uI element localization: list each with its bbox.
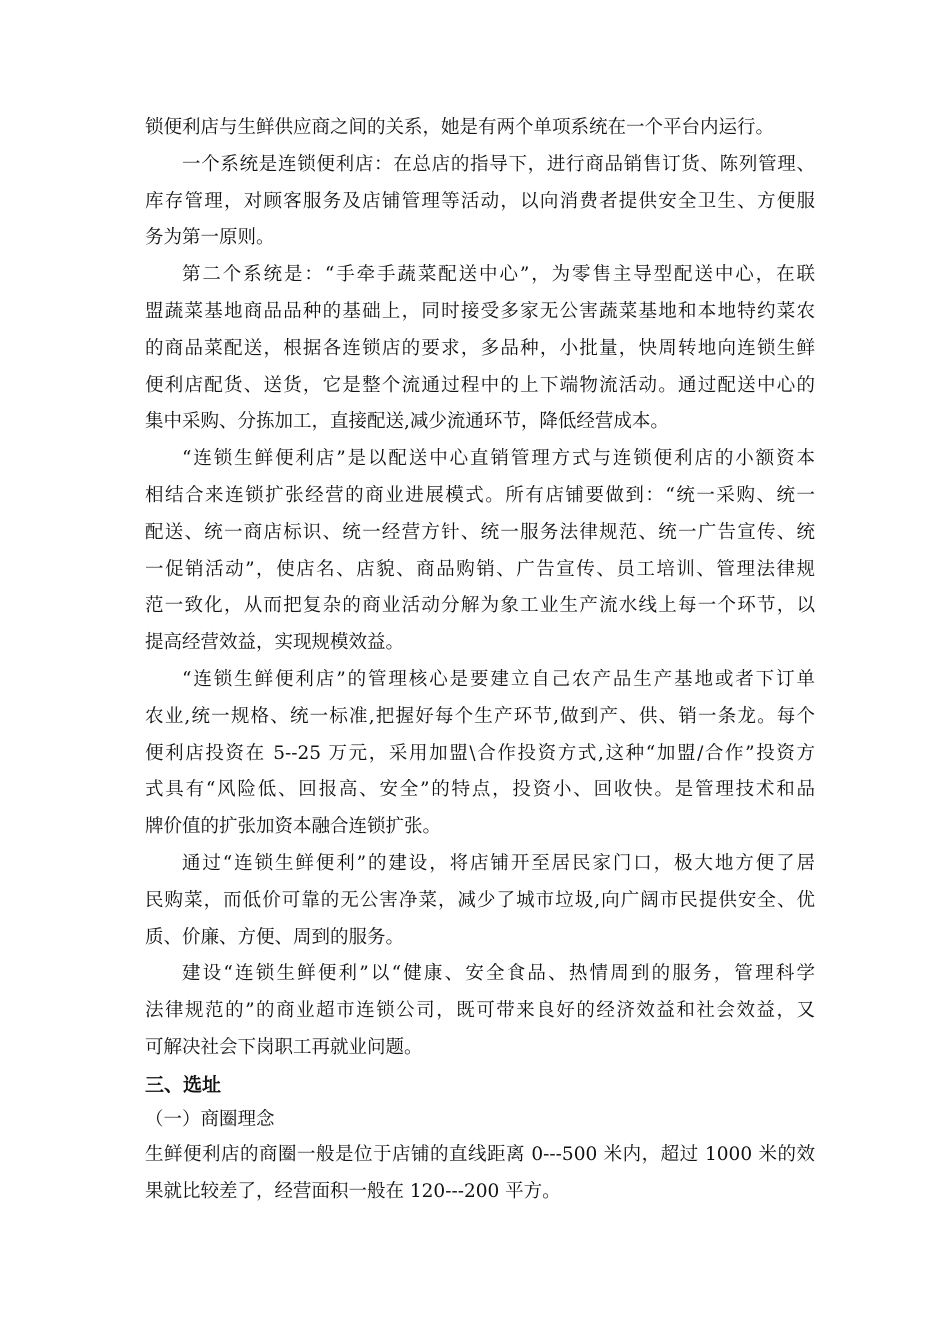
text-line: 便利店配货、送货，它是整个流通过程中的上下端物流活动。通过配送中心的	[145, 374, 815, 396]
paragraph-first-line: 建设“连锁生鲜便利”以“健康、安全食品、热情周到的服务，管理科学	[182, 963, 815, 985]
text-line: 农业,统一规格、统一标准,把握好每个生产环节,做到产、供、销一条龙。每个	[145, 705, 815, 727]
text-line: 民购菜，而低价可靠的无公害净菜，减少了城市垃圾,向广阔市民提供安全、优	[145, 889, 815, 911]
paragraph-first-line: 一个系统是连锁便利店：在总店的指导下，进行商品销售订货、陈列管理、	[182, 153, 815, 175]
text-line: 一促销活动”，使店名、店貌、商品购销、广告宣传、员工培训、管理法律规	[145, 558, 815, 580]
document-page	[145, 110, 815, 1210]
paragraph-first-line: “连锁生鲜便利店”是以配送中心直销管理方式与连锁便利店的小额资本	[182, 448, 815, 470]
text-line: 盟蔬菜基地商品品种的基础上，同时接受多家无公害蔬菜基地和本地特约菜农	[145, 300, 815, 322]
text-line: 式具有“风险低、回报高、安全”的特点，投资小、回收快。是管理技术和品	[145, 779, 815, 801]
text-line: 相结合来连锁扩张经营的商业进展模式。所有店铺要做到：“统一采购、统一	[145, 484, 815, 506]
text-line: 牌价值的扩张加资本融合连锁扩张。	[145, 816, 442, 838]
text-line: 生鲜便利店的商圈一般是位于店铺的直线距离 0---500 米内，超过 1000 米的效	[145, 1143, 815, 1165]
text-line: 便利店投资在 5--25 万元，采用加盟\合作投资方式,这种“加盟/合作”投资方	[145, 742, 815, 764]
paragraph-first-line: 第二个系统是：“手牵手蔬菜配送中心”，为零售主导型配送中心，在联	[182, 264, 815, 286]
text-line: 可解决社会下岗职工再就业问题。	[145, 1036, 423, 1058]
text-line: 锁便利店与生鲜供应商之间的关系，她是有两个单项系统在一个平台内运行。	[145, 117, 775, 138]
text-line: 库存管理，对顾客服务及店铺管理等活动，以向消费者提供安全卫生、方便服	[145, 190, 815, 212]
text-line: 的商品菜配送，根据各连锁店的要求，多品种，小批量，快周转地向连锁生鲜	[145, 337, 815, 359]
text-line: 果就比较差了，经营面积一般在 120---200 平方。	[145, 1180, 561, 1202]
section-heading: 三、选址	[145, 1073, 222, 1096]
text-line: 质、价廉、方便、周到的服务。	[145, 926, 405, 948]
paragraph-first-line: “连锁生鲜便利店”的管理核心是要建立自己农产品生产基地或者下订单	[182, 668, 815, 690]
text-line: 务为第一原则。	[145, 227, 275, 249]
text-line: 提高经营效益，实现规模效益。	[145, 632, 405, 654]
paragraph-first-line: 通过“连锁生鲜便利”的建设，将店铺开至居民家门口，极大地方便了居	[182, 852, 815, 874]
subsection-heading: （一）商圈理念	[145, 1108, 275, 1130]
text-line: 范一致化，从而把复杂的商业活动分解为象工业生产流水线上每一个环节，以	[145, 595, 815, 617]
text-line: 配送、统一商店标识、统一经营方针、统一服务法律规范、统一广告宣传、统	[145, 521, 815, 543]
text-line: 集中采购、分拣加工，直接配送,减少流通环节，降低经营成本。	[145, 411, 669, 433]
text-line: 法律规范的”的商业超市连锁公司，既可带来良好的经济效益和社会效益，又	[145, 1000, 815, 1022]
